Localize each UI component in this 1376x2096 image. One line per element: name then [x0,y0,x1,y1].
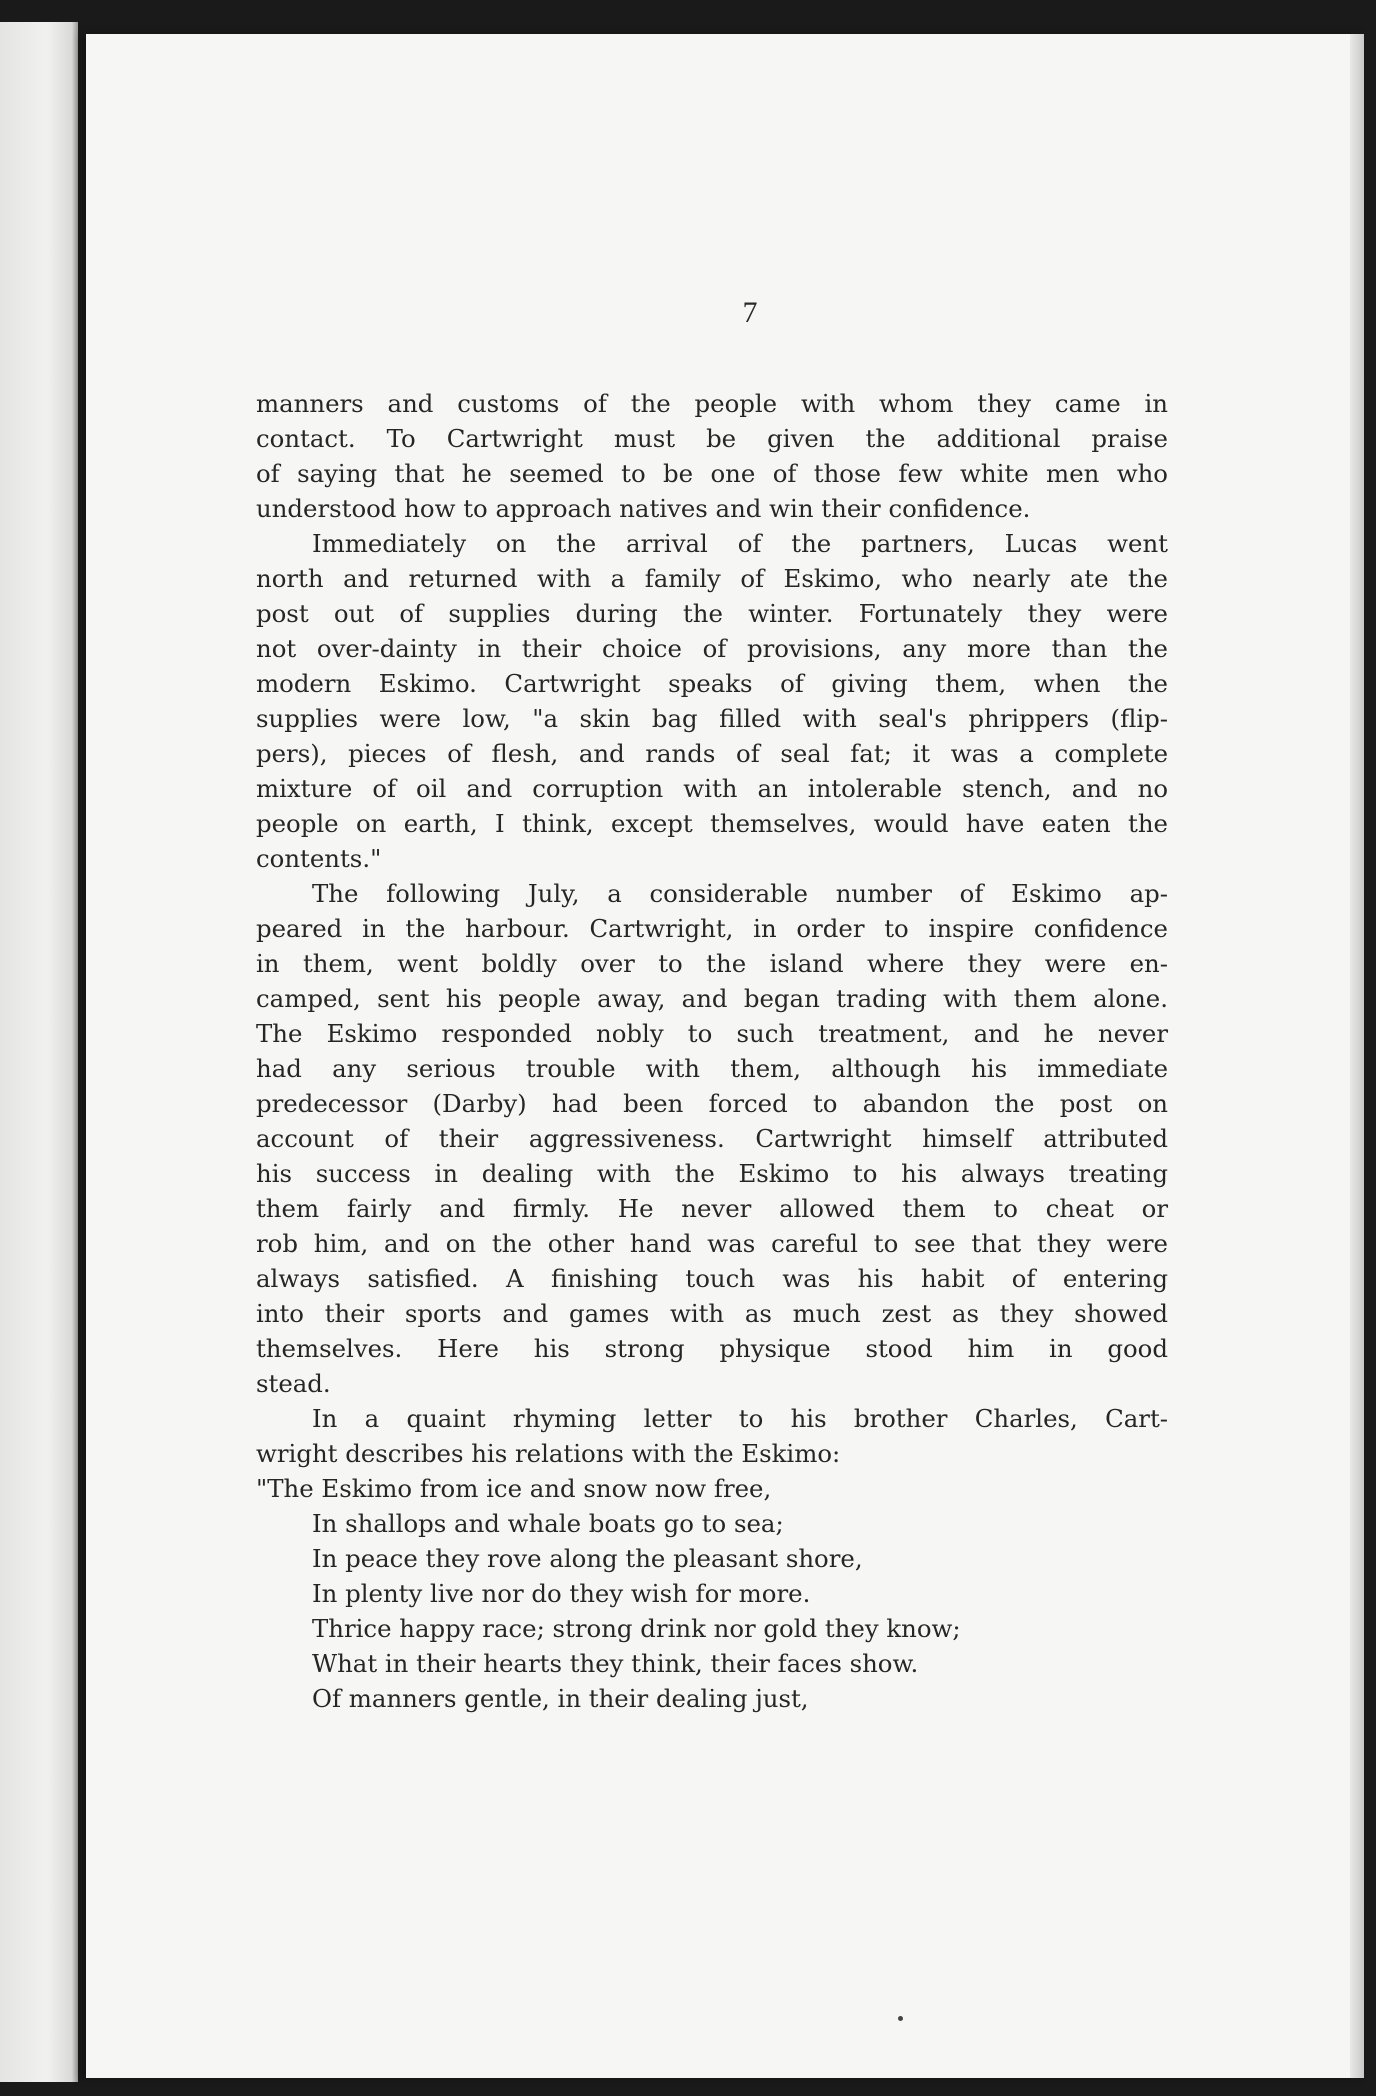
facing-page-edge [0,22,78,2082]
text-line: them fairly and firmly. He never allowed them to cheat or [256,1194,1168,1223]
text-line: supplies were low, "a skin bag filled with seal's phrippers (flip- [256,704,1168,733]
verse-line: Thrice happy race; strong drink nor gold they know; [312,1614,961,1643]
text-line: modern Eskimo. Cartwright speaks of giving them, when the [256,669,1168,698]
text-line: always satisfied. A finishing touch was his habit of entering [256,1264,1168,1293]
text-line: predecessor (Darby) had been forced to abandon the post on [256,1089,1168,1118]
text-line: wright describes his relations with the Eskimo: [256,1439,841,1468]
text-line: contents." [256,844,382,873]
text-line: mixture of oil and corruption with an intolerable stench, and no [256,774,1168,803]
text-line: in them, went boldly over to the island where they were en- [256,949,1168,978]
verse-line: "The Eskimo from ice and snow now free, [256,1474,772,1503]
text-line: post out of supplies during the winter. Fortunately they were [256,599,1168,628]
scan-speck [898,2016,903,2021]
text-line: pers), pieces of flesh, and rands of seal fat; it was a complete [256,739,1168,768]
verse-line: What in their hearts they think, their faces show. [312,1649,919,1678]
text-line: themselves. Here his strong physique stood him in good [256,1334,1168,1363]
text-line: understood how to approach natives and win their confidence. [256,494,1031,523]
text-line: peared in the harbour. Cartwright, in order to inspire confidence [256,914,1168,943]
text-line: The Eskimo responded nobly to such treatment, and he never [256,1019,1168,1048]
text-line: into their sports and games with as much zest as they showed [256,1299,1168,1328]
text-line: had any serious trouble with them, although his immediate [256,1054,1168,1083]
text-line: his success in dealing with the Eskimo to his always treating [256,1159,1168,1188]
text-line: north and returned with a family of Eskimo, who nearly ate the [256,564,1168,593]
verse-line: Of manners gentle, in their dealing just, [312,1684,809,1713]
text-line: rob him, and on the other hand was careful to see that they were [256,1229,1168,1258]
page-edge-shadow [1350,34,1364,2078]
text-line: of saying that he seemed to be one of those few white men who [256,459,1168,488]
text-line: Immediately on the arrival of the partners, Lucas went [312,529,1168,558]
text-line: camped, sent his people away, and began trading with them alone. [256,984,1168,1013]
text-line: The following July, a considerable number of Eskimo ap- [312,879,1168,908]
page-number: 7 [742,296,758,329]
text-line: stead. [256,1369,331,1398]
body-text [256,386,1168,1716]
text-line: contact. To Cartwright must be given the additional praise [256,424,1168,453]
verse-line: In peace they rove along the pleasant shore, [312,1544,863,1573]
verse-line: In shallops and whale boats go to sea; [312,1509,784,1538]
text-line: not over-dainty in their choice of provisions, any more than the [256,634,1168,663]
text-line: people on earth, I think, except themselves, would have eaten the [256,809,1168,838]
text-line: manners and customs of the people with whom they came in [256,389,1168,418]
verse-line: In plenty live nor do they wish for more. [312,1579,811,1608]
text-line: In a quaint rhyming letter to his brother Charles, Cart- [312,1404,1168,1433]
text-line: account of their aggressiveness. Cartwright himself attributed [256,1124,1168,1153]
book-page [86,34,1364,2078]
